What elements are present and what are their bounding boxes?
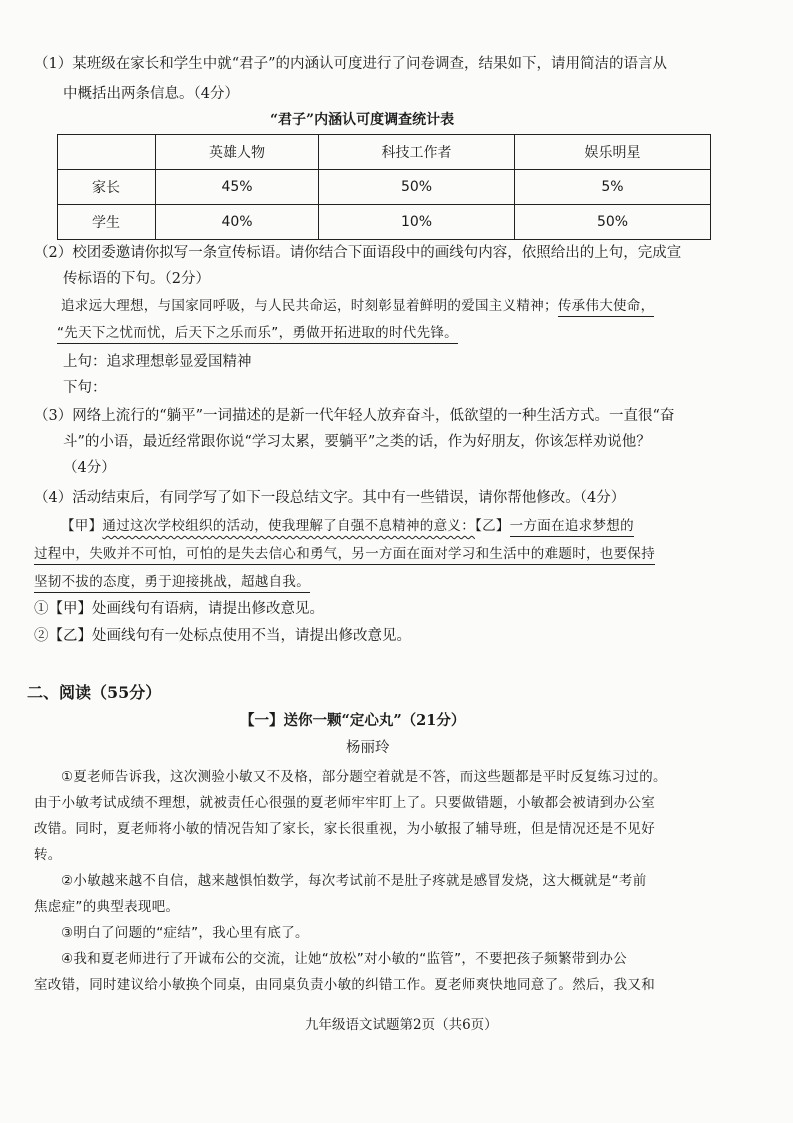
section-heading: 二、阅读（55分） [27, 683, 162, 702]
article-author: 杨丽玲 [346, 740, 390, 756]
q2-passage-line1 [61, 296, 654, 316]
lower-line: 下句： [63, 380, 107, 396]
passage-underlined: 传承伟大使命， [558, 298, 655, 317]
paragraph-line: 转。 [34, 847, 62, 863]
jia-sentence: 通过这次学校组织的活动，使我理解了自强不息精神的意义： [102, 518, 476, 534]
row-header: 家长 [58, 170, 156, 205]
table-cell: 50% [515, 205, 711, 240]
q1-line2: 中概括出两条信息。（4分） [63, 86, 239, 102]
paragraph-line: ②小敏越来越不自信，越来越惧怕数学，每次考试前不是肚子疼就是感冒发烧，这大概就是“考前 [61, 873, 647, 889]
column-header: 英雄人物 [156, 135, 319, 170]
q4-para-line1 [61, 516, 634, 536]
yi-sentence: 一方面在追求梦想的 [510, 518, 634, 537]
row-header: 学生 [58, 205, 156, 240]
q4-line1: （4）活动结束后，有同学写了如下一段总结文字。其中有一些错误，请你帮他修改。（4分） [34, 490, 626, 506]
q2-line2: 传标语的下句。（2分） [63, 271, 210, 287]
table-row [58, 205, 711, 240]
article-title: 【一】送你一颗“定心丸”（21分） [240, 712, 466, 729]
paragraph-line: ④我和夏老师进行了开诚布公的交流，让她“放松”对小敏的“监管”，不要把孩子频繁带到办公 [61, 951, 627, 967]
q1-line1: （1）某班级在家长和学生中就“君子”的内涵认可度进行了问卷调查，结果如下，请用简洁的语言从 [34, 56, 668, 72]
passage-text: 追求远大理想，与国家同呼吸，与人民共命运，时刻彰显着鲜明的爱国主义精神； [61, 298, 558, 314]
q3-line2: 斗”的小语，最近经常跟你说“学习太累，要躺平”之类的话，作为好朋友，你该怎样劝说他？ [63, 434, 651, 450]
q4-para-line2 [34, 544, 655, 564]
table-cell: 40% [156, 205, 319, 240]
table-cell: 10% [319, 205, 515, 240]
q4-sub1: ①【甲】处画线句有语病，请提出修改意见。 [34, 601, 324, 617]
q4-para-line3 [34, 572, 310, 592]
yi-sentence-end: 坚韧不拔的态度，勇于迎接挑战，超越自我。 [34, 574, 310, 593]
survey-table [57, 134, 711, 240]
q2-line1: （2）校团委邀请你拟写一条宣传标语。请你结合下面语段中的画线句内容，依照给出的上句，完成宣 [34, 245, 682, 261]
upper-line: 上句：追求理想彰显爱国精神 [63, 354, 252, 370]
table-header-row [58, 135, 711, 170]
column-header: 娱乐明星 [515, 135, 711, 170]
paragraph-line: ③明白了问题的“症结”，我心里有底了。 [61, 925, 309, 941]
q2-passage-line2 [57, 323, 458, 343]
passage-underlined: “先天下之忧而忧，后天下之乐而乐”，勇做开拓进取的时代先锋。 [57, 325, 458, 344]
yi-sentence-cont: 过程中，失败并不可怕，可怕的是失去信心和勇气，另一方面在面对学习和生活中的难题时，也要保持 [34, 546, 655, 565]
jia-marker: 【甲】 [61, 518, 103, 534]
table-title: “君子”内涵认可度调查统计表 [270, 112, 455, 128]
page-footer: 九年级语文试题第2页（共6页） [305, 1017, 498, 1033]
paragraph-line: 室改错，同时建议给小敏换个同桌，由同桌负责小敏的纠错工作。夏老师爽快地同意了。然后，我又和 [34, 977, 655, 993]
paragraph-line: 改错。同时，夏老师将小敏的情况告知了家长，家长很重视，为小敏报了辅导班，但是情况还是不见好 [34, 821, 655, 837]
table-cell: 5% [515, 170, 711, 205]
table-corner-cell [58, 135, 156, 170]
yi-marker: 【乙】 [475, 518, 510, 534]
q3-line3: （4分） [63, 460, 116, 476]
paragraph-line: 焦虑症”的典型表现吧。 [34, 899, 180, 915]
table-cell: 50% [319, 170, 515, 205]
table-row [58, 170, 711, 205]
table-cell: 45% [156, 170, 319, 205]
column-header: 科技工作者 [319, 135, 515, 170]
paragraph-line: 由于小敏考试成绩不理想，就被责任心很强的夏老师牢牢盯上了。只要做错题，小敏都会被请到办公室 [34, 795, 655, 811]
q3-line1: （3）网络上流行的“躺平”一词描述的是新一代年轻人放弃奋斗，低欲望的一种生活方式。一直很“奋 [34, 408, 675, 424]
paragraph-line: ①夏老师告诉我，这次测验小敏又不及格，部分题空着就是不答，而这些题都是平时反复练习过的。 [61, 769, 667, 785]
q4-sub2: ②【乙】处画线句有一处标点使用不当，请提出修改意见。 [34, 628, 411, 644]
